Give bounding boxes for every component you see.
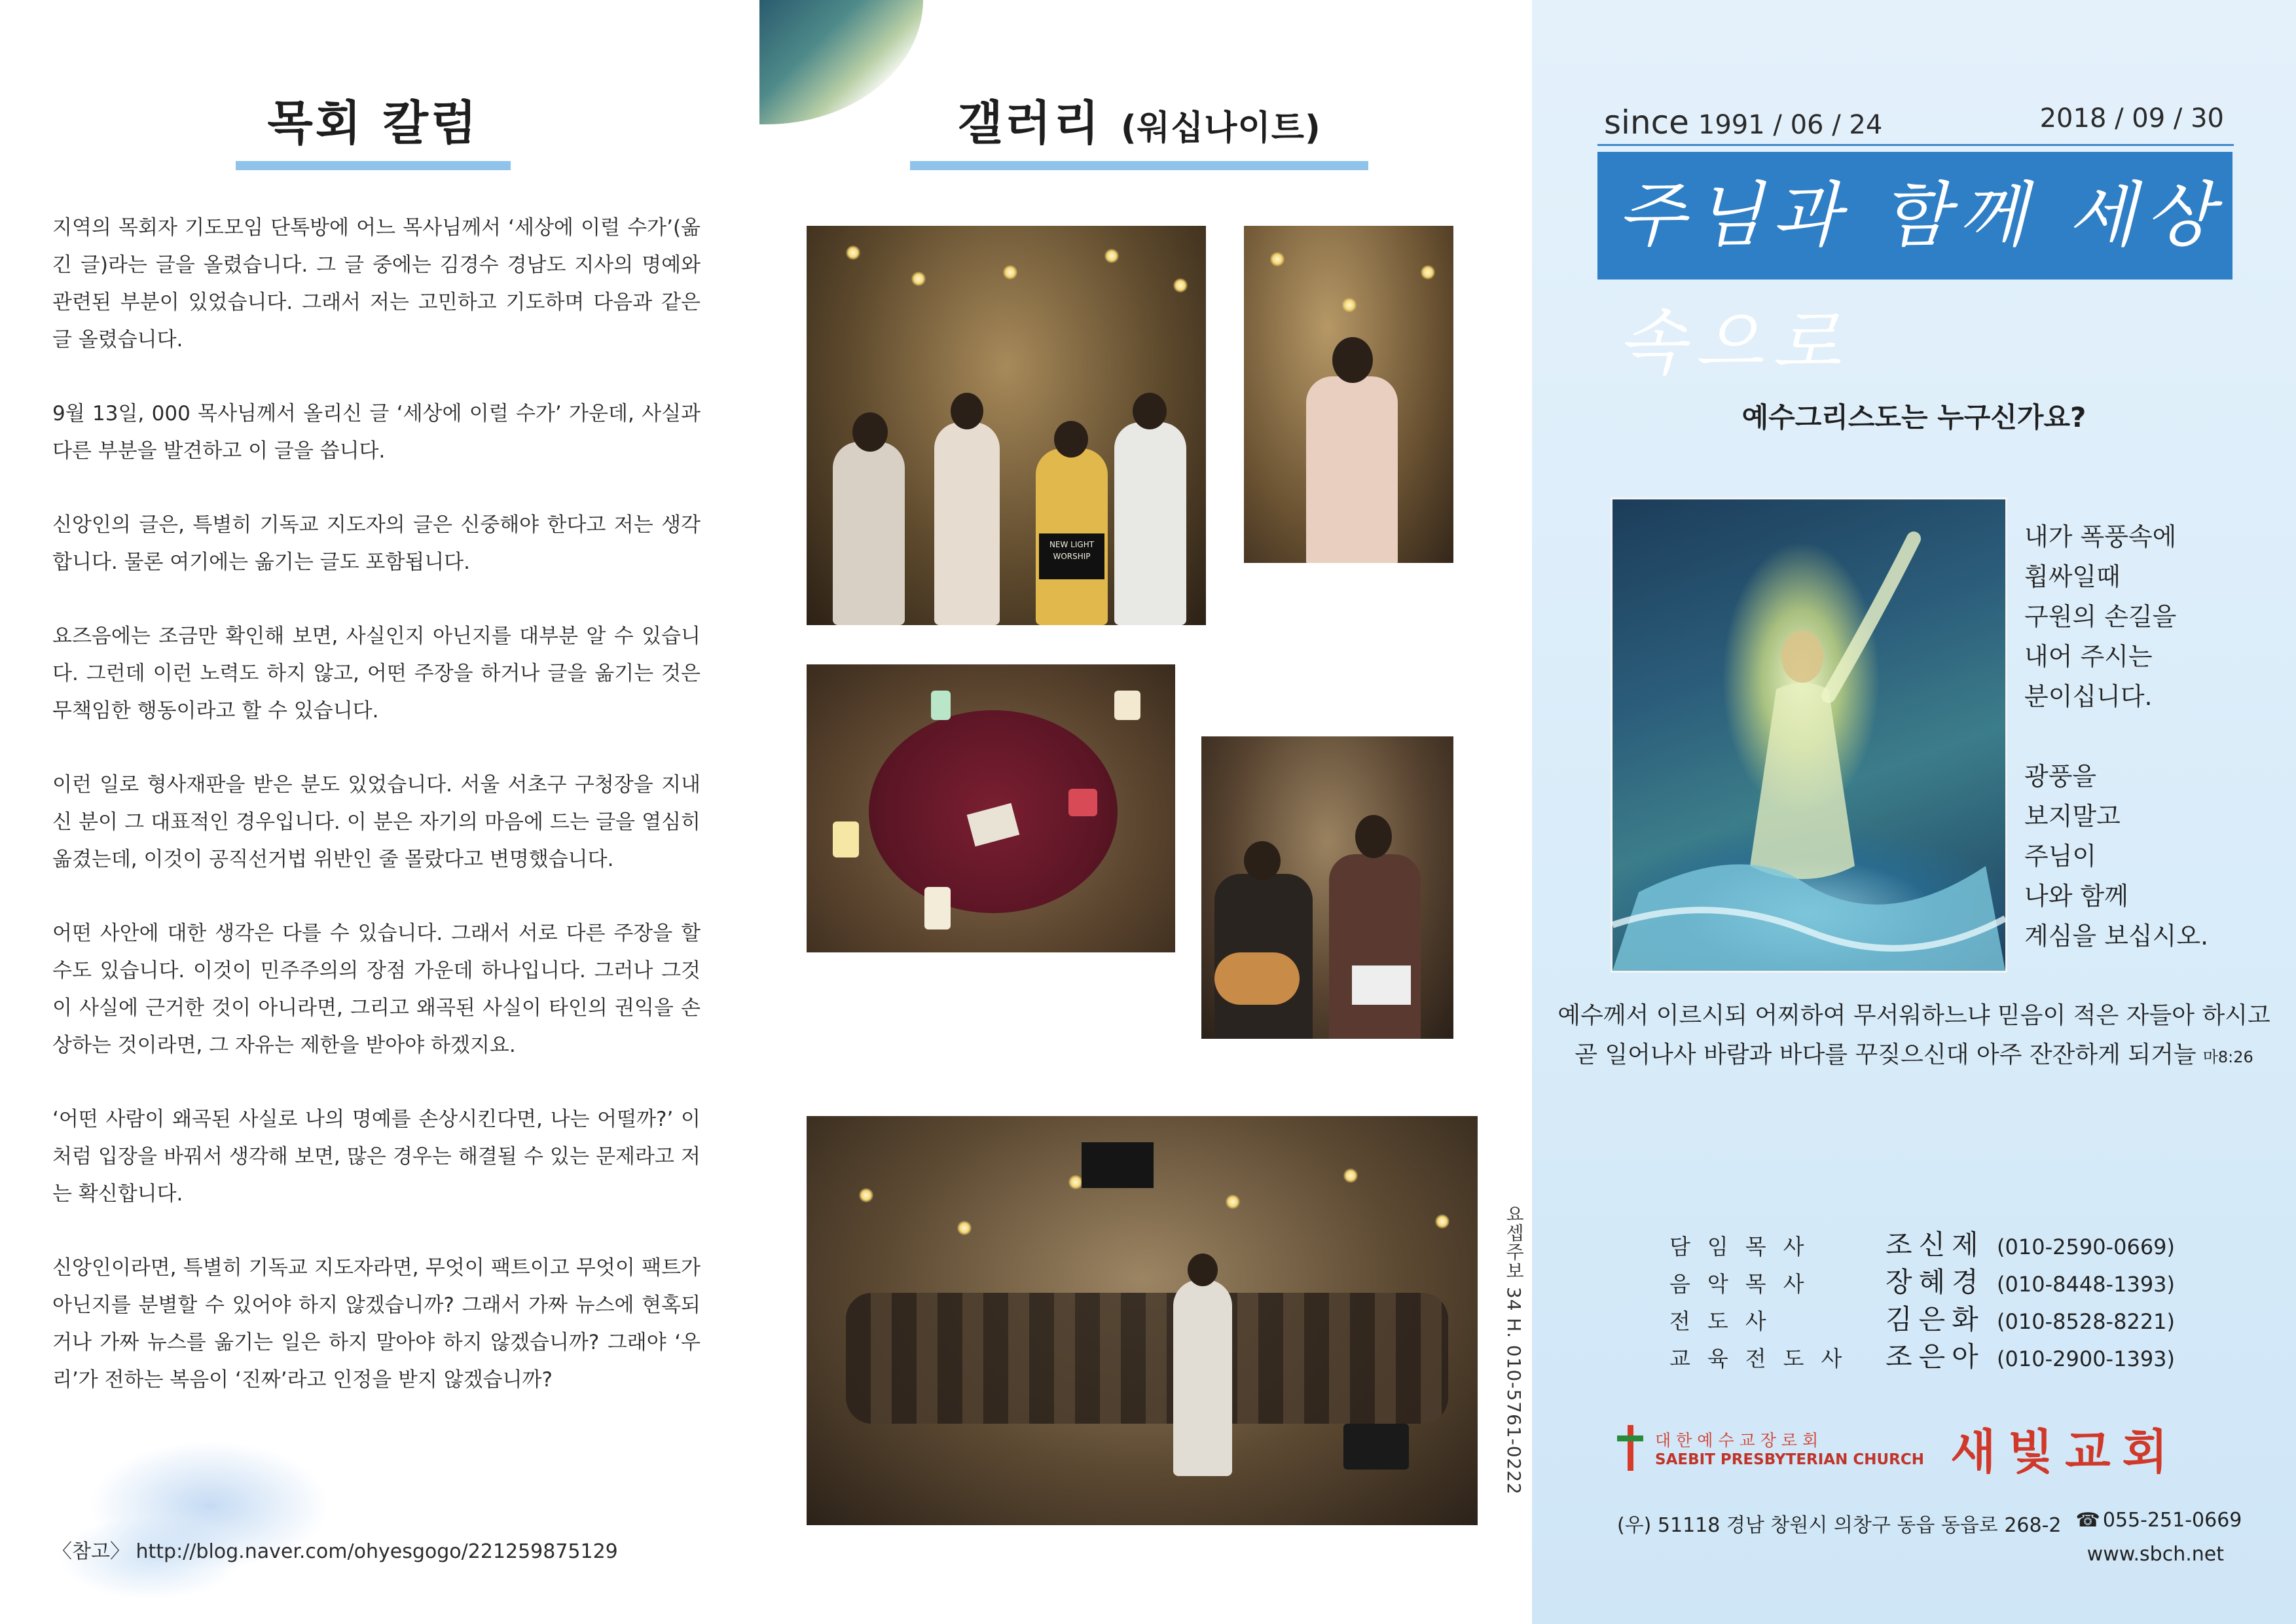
cross-icon	[1617, 1425, 1643, 1471]
cover-poem	[2024, 517, 2208, 996]
poem-line: 휩싸일때	[2024, 562, 2121, 591]
church-phone: 055-251-0669	[2102, 1509, 2242, 1532]
since-label: since	[1604, 103, 1689, 141]
church-address: (우) 51118 경남 창원시 의창구 동읍 동읍로 268-2	[1617, 1514, 2062, 1537]
crowd	[846, 1293, 1448, 1424]
string-light	[1068, 1175, 1083, 1189]
staff-phone: (010-8448-1393)	[1997, 1272, 2176, 1297]
staff-name: 김은화	[1886, 1303, 1985, 1335]
string-light	[1270, 252, 1285, 266]
staff-phone: (010-2900-1393)	[1997, 1346, 2176, 1371]
guitar	[1214, 952, 1300, 1005]
heading-underline	[236, 161, 511, 170]
staff-row	[1669, 1302, 2175, 1339]
verse-line: 예수께서 이르시되 어찌하여 무서워하느냐 믿음이 적은 자들아 하시고	[1558, 1002, 2270, 1029]
cover-question: 예수그리스도는 누구신가요?	[1741, 401, 2086, 433]
candle	[833, 821, 859, 857]
poem-line: 계심을 보십시오.	[2024, 922, 2209, 950]
staff-role: 전도사	[1669, 1308, 1783, 1334]
gallery-photo-band	[807, 226, 1206, 625]
heading-underline	[910, 161, 1368, 170]
painting-corner-decoration	[759, 0, 923, 124]
candle	[1114, 691, 1140, 720]
poem-line: 보지말고	[2024, 802, 2121, 831]
article-paragraph: 어떤 사안에 대한 생각은 다를 수 있습니다. 그래서 서로 다른 주장을 할 수도 있습니다. 이것이 민주주의의 장점 가운데 하나입니다. 그러나 그것이 사실에 근거한 것이 아니라면, 그리고 왜곡된 사실이 타인의 권익을 손상하는 것이라면, 그 자유는 제한을 받아야 하겠지요.	[52, 922, 701, 1057]
reference-link[interactable]: 〈참고〉 http://blog.naver.com/ohyesgogo/221259875129	[52, 1540, 618, 1563]
singer-head	[1054, 421, 1088, 458]
singer	[1329, 854, 1421, 1039]
worship-leader	[1173, 1280, 1232, 1476]
poem-line: 분이십니다.	[2024, 682, 2153, 711]
phone-icon: ☎	[2075, 1509, 2100, 1532]
gallery-photo-singer	[1244, 226, 1453, 563]
staff-phone: (010-8528-8221)	[1997, 1309, 2176, 1334]
poem-line: 나와 함께	[2024, 882, 2128, 911]
column-article	[52, 209, 701, 1435]
staff-role: 음악목사	[1669, 1271, 1821, 1297]
article-paragraph: 지역의 목회자 기도모임 단톡방에 어느 목사님께서 ‘세상에 이럴 수가’(옮긴 글)라는 글을 올렸습니다. 그 글 중에는 김경수 경남도 지사의 명예와 관련된 부분이 있었습니다. 그래서 저는 고민하고 기도하며 다음과 같은 글 올렸습니다.	[52, 216, 701, 352]
candle	[931, 691, 951, 720]
staff-name: 조은아	[1886, 1341, 1985, 1373]
article-paragraph: 이런 일로 형사재판을 받은 분도 있었습니다. 서울 서초구 구청장을 지내신 분이 그 대표적인 경우입니다. 이 분은 자기의 마음에 드는 글을 열심히 옮겼는데, 이것이 공직선거법 위반인 줄 몰랐다고 변명했습니다.	[52, 773, 701, 871]
staff-name: 장혜경	[1886, 1266, 1985, 1298]
church-website[interactable]: www.sbch.net	[2086, 1543, 2224, 1566]
verse-reference: 마8:26	[2202, 1048, 2253, 1066]
musician-head	[852, 412, 888, 452]
article-paragraph: 신앙인의 글은, 특별히 기독교 지도자의 글은 신중해야 한다고 저는 생각합니다. 물론 여기에는 옮기는 글도 포함됩니다.	[52, 513, 701, 574]
gallery-photo-hall	[807, 1116, 1478, 1525]
string-light	[1435, 1214, 1449, 1229]
gallery-heading	[910, 85, 1368, 153]
vertical-credit-text: 요셉주보 34 H. 010-5761-0222	[1503, 1204, 1525, 1495]
poem-line: 광풍을	[2024, 762, 2097, 791]
screen	[1082, 1142, 1154, 1188]
gallery-heading-text: 갤러리	[957, 96, 1102, 151]
song-sheet	[1352, 965, 1411, 1005]
singer-head	[1133, 393, 1167, 429]
column-heading-text: 목회 칼럼	[267, 96, 479, 151]
gallery-photo-candles	[807, 664, 1175, 952]
verse-line	[1532, 1036, 2296, 1077]
staff-row	[1669, 1265, 2175, 1302]
staff-phone: (010-2590-0669)	[1997, 1235, 2176, 1259]
string-light	[957, 1221, 972, 1235]
founded-date	[1604, 103, 1882, 141]
singer	[1114, 422, 1186, 625]
guitarist-head	[1244, 841, 1281, 880]
string-light	[911, 272, 926, 286]
poem-stanza	[2024, 517, 2208, 717]
painting-figure	[1613, 499, 2005, 971]
string-light	[846, 245, 860, 260]
denomination-ko: 대한예수교장로회	[1655, 1431, 1824, 1450]
staff-row	[1669, 1227, 2175, 1265]
gallery-photo-duet	[1201, 736, 1453, 1039]
denomination-block	[1655, 1428, 1924, 1468]
string-light	[1003, 265, 1017, 280]
scripture-verse	[1532, 996, 2296, 1077]
singer-head	[1355, 815, 1392, 858]
article-paragraph: 요즈음에는 조금만 확인해 보면, 사실인지 아닌지를 대부분 알 수 있습니다. 그런데 이런 노력도 하지 않고, 어떤 주장을 하거나 글을 옮기는 것은 무책임한 행동이라고 할 수 있습니다.	[52, 624, 701, 723]
staff-name: 조신제	[1886, 1229, 1985, 1261]
column-heading	[236, 85, 511, 153]
worship-lightbox: NEW LIGHT WORSHIP	[1039, 533, 1104, 579]
since-date: 1991 / 06 / 24	[1698, 110, 1883, 140]
staff-list	[1669, 1227, 2175, 1377]
poem-line: 주님이	[2024, 842, 2097, 871]
singer	[934, 422, 1000, 625]
string-light	[1343, 1168, 1358, 1183]
poem-line: 구원의 손길을	[2024, 602, 2177, 631]
church-logo	[1617, 1414, 2179, 1482]
gallery-heading-sub: (워십나이트)	[1121, 109, 1321, 148]
string-light	[1421, 265, 1435, 280]
singer-head	[951, 393, 983, 429]
musician	[833, 442, 905, 625]
amplifier	[1343, 1424, 1409, 1470]
article-paragraph: 9월 13일, 000 목사님께서 올리신 글 ‘세상에 이럴 수가’ 가운데, 사실과 다른 부분을 발견하고 이 글을 씁니다.	[52, 402, 701, 463]
article-paragraph: 신앙인이라면, 특별히 기독교 지도자라면, 무엇이 팩트이고 무엇이 팩트가 아닌지를 분별할 수 있어야 하지 않겠습니까? 그래서 가짜 뉴스에 현혹되거나 가짜 뉴스를 옮기는 일은 하지 말아야 하지 않겠습니까? 그래야 ‘우리’가 전하는 복음이 ‘진짜’라고 인정을 받지 않겠습니까?	[52, 1256, 701, 1392]
candle	[924, 887, 951, 929]
poem-line: 내가 폭풍속에	[2024, 522, 2177, 551]
string-light	[1226, 1195, 1240, 1209]
string-light	[1342, 298, 1357, 312]
staff-role: 교육전도사	[1669, 1346, 1859, 1371]
worship-leader-head	[1188, 1254, 1218, 1286]
jesus-storm-painting	[1611, 497, 2007, 973]
singer-head	[1332, 337, 1373, 383]
staff-row	[1669, 1339, 2175, 1377]
string-light	[859, 1188, 873, 1202]
denomination-en: SAEBIT PRESBYTERIAN CHURCH	[1655, 1451, 1925, 1468]
bulletin-cover	[1532, 0, 2296, 1624]
church-name: 새빛교회	[1950, 1424, 2180, 1479]
candle	[1068, 789, 1097, 816]
poem-line: 내어 주시는	[2024, 642, 2153, 671]
singer	[1306, 376, 1398, 563]
pastor-column	[0, 0, 759, 1624]
issue-date: 2018 / 09 / 30	[2039, 103, 2224, 134]
staff-role: 담임목사	[1669, 1234, 1821, 1259]
church-contact	[1617, 1509, 2242, 1538]
string-light	[1104, 249, 1119, 263]
article-paragraph: ‘어떤 사람이 왜곡된 사실로 나의 명예를 손상시킨다면, 나는 어떨까?’ 이처럼 입장을 바꿔서 생각해 보면, 많은 경우는 해결될 수 있는 문제라고 저는 확신합니다.	[52, 1108, 701, 1206]
motto-banner: 주님과 함께 세상 속으로	[1597, 152, 2232, 280]
poem-stanza	[2024, 757, 2208, 956]
string-light	[1173, 278, 1188, 293]
date-rule	[1597, 144, 2234, 146]
verse-line-text: 곧 일어나사 바람과 바다를 꾸짖으신대 아주 잔잔하게 되거늘	[1575, 1041, 2196, 1068]
